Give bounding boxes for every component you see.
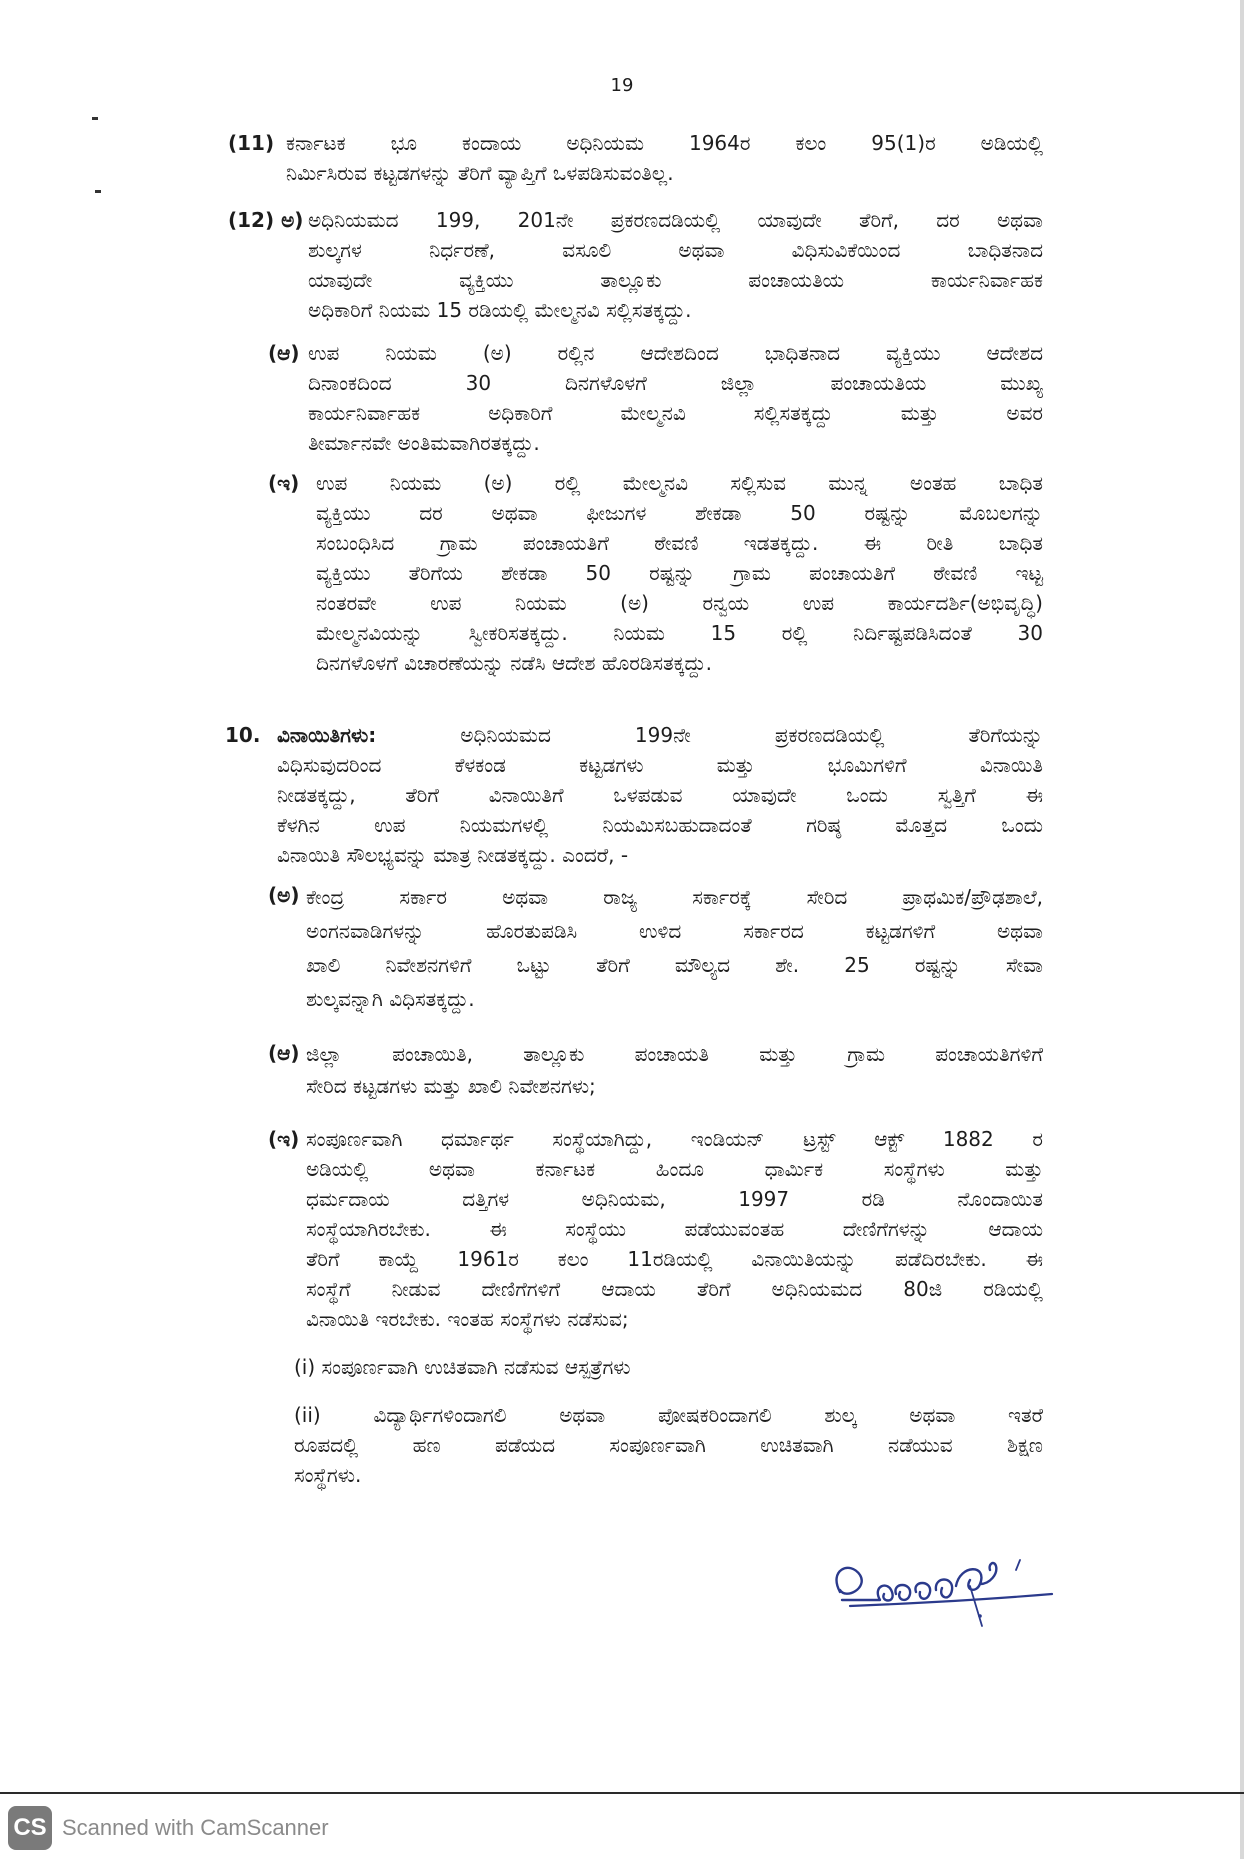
scan-speck: [92, 117, 98, 120]
clause-12-a-line: ಶುಲ್ಕಗಳ ನಿರ್ಧರಣೆ, ವಸೂಲಿ ಅಥವಾ ವಿಧಿಸುವಿಕೆಯಿಂದ ಬಾಧಿತನಾದ: [308, 238, 1043, 262]
clause-12-c-line: ನಂತರವೇ ಉಪ ನಿಯಮ (ಅ) ರನ್ವಯ ಉಪ ಕಾರ್ಯದರ್ಶಿ(ಅಭಿವೃದ್ಧಿ): [316, 591, 1043, 615]
section-10-c-ii-line: (ii) ವಿದ್ಯಾರ್ಥಿಗಳಿಂದಾಗಲಿ ಅಥವಾ ಪೋಷಕರಿಂದಾಗಲಿ ಶುಲ್ಕ ಅಥವಾ ಇತರೆ: [294, 1403, 1043, 1427]
section-10-heading: ವಿನಾಯಿತಿಗಳು:: [277, 723, 377, 747]
section-10-a-number: (ಅ): [268, 883, 300, 907]
clause-12-b-line: ತೀರ್ಮಾನವೇ ಅಂತಿಮವಾಗಿರತಕ್ಕದ್ದು.: [308, 431, 540, 455]
section-10-a-line: ಕೇಂದ್ರ ಸರ್ಕಾರ ಅಥವಾ ರಾಜ್ಯ ಸರ್ಕಾರಕ್ಕೆ ಸೇರಿದ ಪ್ರಾಥಮಿಕ/ಪ್ರೌಢಶಾಲೆ,: [306, 885, 1043, 909]
page-bottom-rule: [0, 1792, 1244, 1794]
section-10-a: [268, 880, 1043, 1016]
section-10-c-line: ಸಂಸ್ಥೆಯಾಗಿರಬೇಕು. ಈ ಸಂಸ್ಥೆಯು ಪಡೆಯುವಂತಹ ದೇಣಿಗೆಗಳನ್ನು ಆದಾಯ: [306, 1217, 1043, 1241]
section-10-number: 10.: [225, 723, 261, 747]
page-number: 19: [610, 75, 634, 96]
section-10-first-line: [277, 720, 1043, 750]
section-10-c-ii-line: ಸಂಸ್ಥೆಗಳು.: [294, 1463, 362, 1487]
camscanner-text: Scanned with CamScanner: [62, 1815, 329, 1840]
section-10-c-line: ಸಂಸ್ಥೆಗೆ ನೀಡುವ ದೇಣಿಗೆಗಳಿಗೆ ಆದಾಯ ತೆರಿಗೆ ಅಧಿನಿಯಮದ 80ಜಿ ರಡಿಯಲ್ಲಿ: [306, 1277, 1043, 1301]
clause-12-c-line: ವ್ಯಕ್ತಿಯು ದರ ಅಥವಾ ಫೀಜುಗಳ ಶೇಕಡಾ 50 ರಷ್ಟನ್ನು ಮೊಬಲಗನ್ನು: [316, 501, 1043, 525]
camscanner-watermark: [8, 1806, 329, 1850]
page-edge-shadow: [1240, 0, 1244, 1859]
section-10-b-line: ಸೇರಿದ ಕಟ್ಟಡಗಳು ಮತ್ತು ಖಾಲಿ ನಿವೇಶನಗಳು;: [306, 1074, 596, 1098]
signature-image: [820, 1530, 1060, 1630]
clause-12-c-line: ವ್ಯಕ್ತಿಯು ತೆರಿಗೆಯ ಶೇಕಡಾ 50 ರಷ್ಟನ್ನು ಗ್ರಾಮ ಪಂಚಾಯತಿಗೆ ಠೇವಣಿ ಇಟ್ಟ: [316, 561, 1043, 585]
section-10-first-line-text: ಅಧಿನಿಯಮದ 199ನೇ ಪ್ರಕರಣದಡಿಯಲ್ಲಿ ತೆರಿಗೆಯನ್ನು: [460, 723, 1043, 747]
clause-12-b: [268, 338, 1043, 458]
clause-12-b-number: (ಆ): [268, 341, 300, 365]
section-10-line: ಕೆಳಗಿನ ಉಪ ನಿಯಮಗಳಲ್ಲಿ ನಿಯಮಿಸಬಹುದಾದಂತೆ ಗರಿಷ್ಠ ಮೊತ್ತದ ಒಂದು: [277, 813, 1043, 837]
section-10-c-line: ತೆರಿಗೆ ಕಾಯ್ದೆ 1961ರ ಕಲಂ 11ರಡಿಯಲ್ಲಿ ವಿನಾಯಿತಿಯನ್ನು ಪಡೆದಿರಬೇಕು. ಈ: [306, 1247, 1043, 1271]
clause-12-b-line: ದಿನಾಂಕದಿಂದ 30 ದಿನಗಳೊಳಗೆ ಜಿಲ್ಲಾ ಪಂಚಾಯತಿಯ ಮುಖ್ಯ: [308, 371, 1043, 395]
section-10-line: ನೀಡತಕ್ಕದ್ದು, ತೆರಿಗೆ ವಿನಾಯಿತಿಗೆ ಒಳಪಡುವ ಯಾವುದೇ ಒಂದು ಸ್ವತ್ತಿಗೆ ಈ: [277, 783, 1043, 807]
section-10-a-line: ಅಂಗನವಾಡಿಗಳನ್ನು ಹೊರತುಪಡಿಸಿ ಉಳಿದ ಸರ್ಕಾರದ ಕಟ್ಟಡಗಳಿಗೆ ಅಥವಾ: [306, 919, 1043, 943]
clause-12-a-line: ಯಾವುದೇ ವ್ಯಕ್ತಿಯು ತಾಲ್ಲೂಕು ಪಂಚಾಯತಿಯ ಕಾರ್ಯನಿರ್ವಾಹಕ: [308, 268, 1043, 292]
clause-12-c-line: ಉಪ ನಿಯಮ (ಅ) ರಲ್ಲಿ ಮೇಲ್ಮನವಿ ಸಲ್ಲಿಸುವ ಮುನ್ನ ಅಂತಹ ಬಾಧಿತ: [316, 471, 1043, 495]
clause-12-b-line: ಉಪ ನಿಯಮ (ಅ) ರಲ್ಲಿನ ಆದೇಶದಿಂದ ಭಾಧಿತನಾದ ವ್ಯಕ್ತಿಯು ಆದೇಶದ: [308, 341, 1043, 365]
section-10-c-ii: [294, 1400, 1043, 1490]
clause-12-a-number: (12) ಅ): [228, 208, 304, 232]
clause-12-c-line: ಸಂಬಂಧಿಸಿದ ಗ್ರಾಮ ಪಂಚಾಯತಿಗೆ ಠೇವಣಿ ಇಡತಕ್ಕದ್ದು. ಈ ರೀತಿ ಬಾಧಿತ: [316, 531, 1043, 555]
section-10-c-i-line: (i) ಸಂಪೂರ್ಣವಾಗಿ ಉಚಿತವಾಗಿ ನಡೆಸುವ ಆಸ್ಪತ್ರೆಗಳು: [294, 1355, 631, 1379]
scan-speck: [95, 190, 101, 193]
section-10-c: [268, 1124, 1043, 1334]
section-10-c-number: (ಇ): [268, 1127, 300, 1151]
clause-12-c: [268, 468, 1043, 678]
section-10-c-ii-line: ರೂಪದಲ್ಲಿ ಹಣ ಪಡೆಯದ ಸಂಪೂರ್ಣವಾಗಿ ಉಚಿತವಾಗಿ ನಡೆಯುವ ಶಿಕ್ಷಣ: [294, 1433, 1043, 1457]
section-10-c-line: ಧರ್ಮದಾಯ ದತ್ತಿಗಳ ಅಧಿನಿಯಮ, 1997 ರಡಿ ನೊಂದಾಯಿತ: [306, 1187, 1043, 1211]
clause-12-a: [228, 205, 1043, 325]
clause-12-a-line: ಅಧಿನಿಯಮದ 199, 201ನೇ ಪ್ರಕರಣದಡಿಯಲ್ಲಿ ಯಾವುದೇ ತೆರಿಗೆ, ದರ ಅಥವಾ: [308, 208, 1043, 232]
section-10-c-line: ವಿನಾಯಿತಿ ಇರಬೇಕು. ಇಂತಹ ಸಂಸ್ಥೆಗಳು ನಡೆಸುವ;: [306, 1307, 629, 1331]
section-10-a-line: ಖಾಲಿ ನಿವೇಶನಗಳಿಗೆ ಒಟ್ಟು ತೆರಿಗೆ ಮೌಲ್ಯದ ಶೇ. 25 ರಷ್ಟನ್ನು ಸೇವಾ: [306, 953, 1043, 977]
clause-12-c-number: (ಇ): [268, 471, 300, 495]
section-10-b-line: ಜಿಲ್ಲಾ ಪಂಚಾಯಿತಿ, ತಾಲ್ಲೂಕು ಪಂಚಾಯತಿ ಮತ್ತು ಗ್ರಾಮ ಪಂಚಾಯತಿಗಳಿಗೆ: [306, 1042, 1043, 1066]
clause-12-a-line: ಅಧಿಕಾರಿಗೆ ನಿಯಮ 15 ರಡಿಯಲ್ಲಿ ಮೇಲ್ಮನವಿ ಸಲ್ಲಿಸತಕ್ಕದ್ದು.: [308, 298, 692, 322]
clause-12-c-line: ದಿನಗಳೊಳಗೆ ವಿಚಾರಣೆಯನ್ನು ನಡೆಸಿ ಆದೇಶ ಹೊರಡಿಸತಕ್ಕದ್ದು.: [316, 651, 713, 675]
clause-11-line: ನಿರ್ಮಿಸಿರುವ ಕಟ್ಟಡಗಳನ್ನು ತೆರಿಗೆ ವ್ಯಾಪ್ತಿಗೆ ಒಳಪಡಿಸುವಂತಿಲ್ಲ.: [286, 161, 674, 185]
section-10-b: [268, 1038, 1043, 1102]
section-10-c-i: [294, 1352, 1043, 1382]
clause-11: [228, 128, 1043, 188]
clause-12-c-line: ಮೇಲ್ಮನವಿಯನ್ನು ಸ್ವೀಕರಿಸತಕ್ಕದ್ದು. ನಿಯಮ 15 ರಲ್ಲಿ ನಿರ್ದಿಷ್ಟಪಡಿಸಿದಂತೆ 30: [316, 621, 1043, 645]
clause-12-b-line: ಕಾರ್ಯನಿರ್ವಾಹಕ ಅಧಿಕಾರಿಗೆ ಮೇಲ್ಮನವಿ ಸಲ್ಲಿಸತಕ್ಕದ್ದು ಮತ್ತು ಅವರ: [308, 401, 1043, 425]
clause-11-number: (11): [228, 131, 275, 155]
section-10-line: ವಿನಾಯಿತಿ ಸೌಲಭ್ಯವನ್ನು ಮಾತ್ರ ನೀಡತಕ್ಕದ್ದು. ಎಂದರೆ, -: [277, 843, 629, 867]
section-10-c-line: ಸಂಪೂರ್ಣವಾಗಿ ಧರ್ಮಾರ್ಥ ಸಂಸ್ಥೆಯಾಗಿದ್ದು, ಇಂಡಿಯನ್ ಟ್ರಸ್ಟ್ ಆಕ್ಟ್ 1882 ರ: [306, 1127, 1043, 1151]
section-10-line: ವಿಧಿಸುವುದರಿಂದ ಕೆಳಕಂಡ ಕಟ್ಟಡಗಳು ಮತ್ತು ಭೂಮಿಗಳಿಗೆ ವಿನಾಯಿತಿ: [277, 753, 1043, 777]
clause-11-line: ಕರ್ನಾಟಕ ಭೂ ಕಂದಾಯ ಅಧಿನಿಯಮ 1964ರ ಕಲಂ 95(1)ರ ಅಡಿಯಲ್ಲಿ: [286, 131, 1043, 155]
section-10: [225, 720, 1043, 870]
section-10-b-number: (ಆ): [268, 1041, 300, 1065]
camscanner-logo-icon: CS: [8, 1806, 52, 1850]
section-10-c-line: ಅಡಿಯಲ್ಲಿ ಅಥವಾ ಕರ್ನಾಟಕ ಹಿಂದೂ ಧಾರ್ಮಿಕ ಸಂಸ್ಥೆಗಳು ಮತ್ತು: [306, 1157, 1043, 1181]
section-10-a-line: ಶುಲ್ಕವನ್ನಾಗಿ ವಿಧಿಸತಕ್ಕದ್ದು.: [306, 987, 475, 1011]
